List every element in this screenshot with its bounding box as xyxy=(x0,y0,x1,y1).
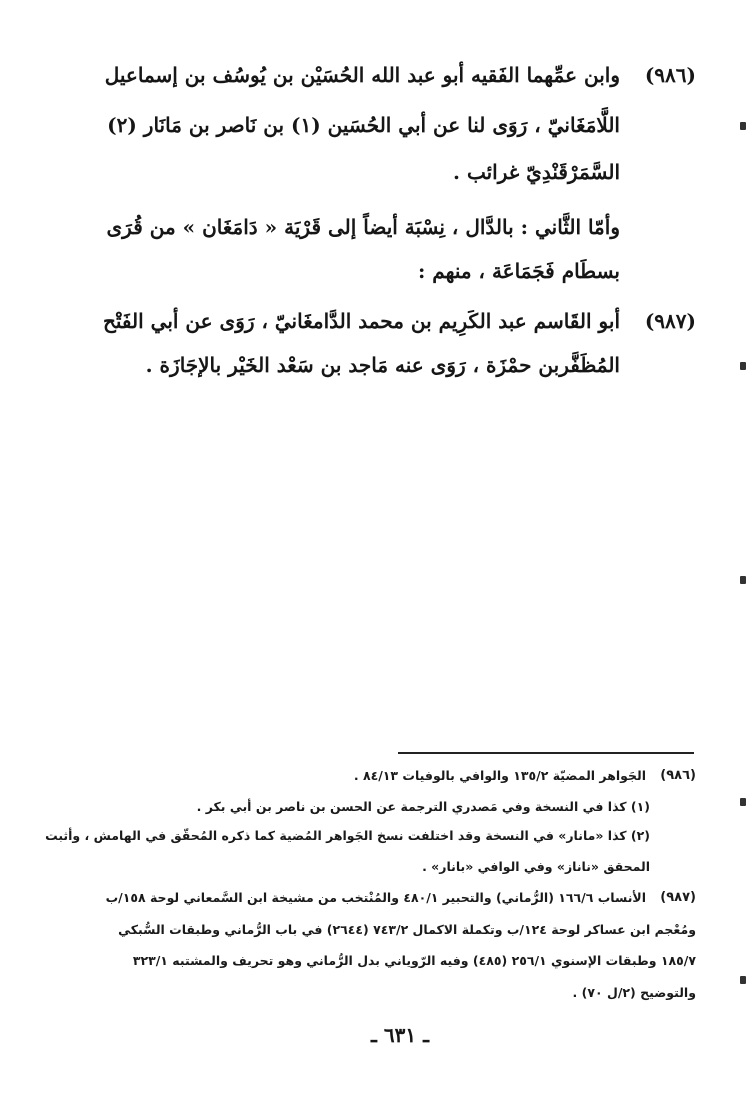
entry-text-line: وابن عمِّهما الفَقيه أبو عبد الله الحُسَيْن بن يُوسُف بن إسماعيل xyxy=(104,63,620,87)
footnote-line: ومُعْجم ابن عساكر لوحة ١٢٤/ب وتكملة الاكمال ٧٤٣/٢ (٢٦٤٤) في باب الرُّماني وطبقات السُّبكي xyxy=(118,922,696,937)
section-paragraph-line: بسطَام فَجَمَاعَة ، منهم : xyxy=(417,259,620,283)
margin-mark xyxy=(740,798,746,806)
margin-mark xyxy=(740,576,746,584)
footnote-line: (١) كذا في النسخة وفي مَصدري الترجمة عن الحسن بن ناصر بن أبي بكر . xyxy=(196,799,650,814)
margin-mark xyxy=(740,122,746,130)
margin-mark xyxy=(740,976,746,984)
entry-number: (٩٨٧) xyxy=(644,309,696,333)
page-number: ـ ٦٣١ ـ xyxy=(371,1023,429,1047)
footnote-line: (٢) كذا «مانار» في النسخة وقد اختلفت نسخ الجَواهر المُضية كما ذكره المُحقّق في الهامش ، وأثبت xyxy=(45,828,650,843)
entry-text-line: أبو القَاسم عبد الكَرِيم بن محمد الدَّامغَانيّ ، رَوَى عن أبي الفَتْح xyxy=(102,309,620,333)
entry-text-line: المُظَفَّربن حمْزَة ، رَوَى عنه مَاجد بن سَعْد الخَيْر بالإجَازَة . xyxy=(145,353,620,377)
footnote-line: ١٨٥/٧ وطبقات الإسنوي ٢٥٦/١ (٤٨٥) وفيه الرّوياني بدل الرُّماني وهو تحريف والمشتبه ٣٢٣/١ xyxy=(132,953,696,968)
footnote-line: والتوضيح (٢/ل ٧٠) . xyxy=(572,985,696,1000)
footnote-number: (٩٨٧) xyxy=(660,890,696,905)
entry-text-line: السَّمَرْقَنْدِيّ غرائب . xyxy=(453,160,620,184)
section-paragraph-line: وأمّا الثَّاني : بالدَّال ، نِسْبَة أيضاً إلى قَرْيَة « دَامَغَان » من قُرَى xyxy=(106,215,620,239)
entry-number: (٩٨٦) xyxy=(644,63,696,87)
entry-text-line: اللَّامَغَانيّ ، رَوَى لنا عن أبي الحُسَين (١) بن نَاصر بن مَانَار (٢) xyxy=(107,113,620,137)
footnote-line: المحقق «ناناز» وفي الوافي «بانار» . xyxy=(422,859,650,874)
footnote-line: الجَواهر المضيّة ١٣٥/٢ والوافي بالوفيات ٨٤/١٣ . xyxy=(353,768,646,783)
margin-mark xyxy=(740,362,746,370)
footnote-line: الأنساب ١٦٦/٦ (الرُّماني) والتحبير ٤٨٠/١ والمُنْتخب من مشيخة ابن السَّمعاني لوحة ١٥٨/ب xyxy=(105,890,646,905)
footnote-separator xyxy=(398,752,694,754)
footnote-number: (٩٨٦) xyxy=(660,768,696,783)
